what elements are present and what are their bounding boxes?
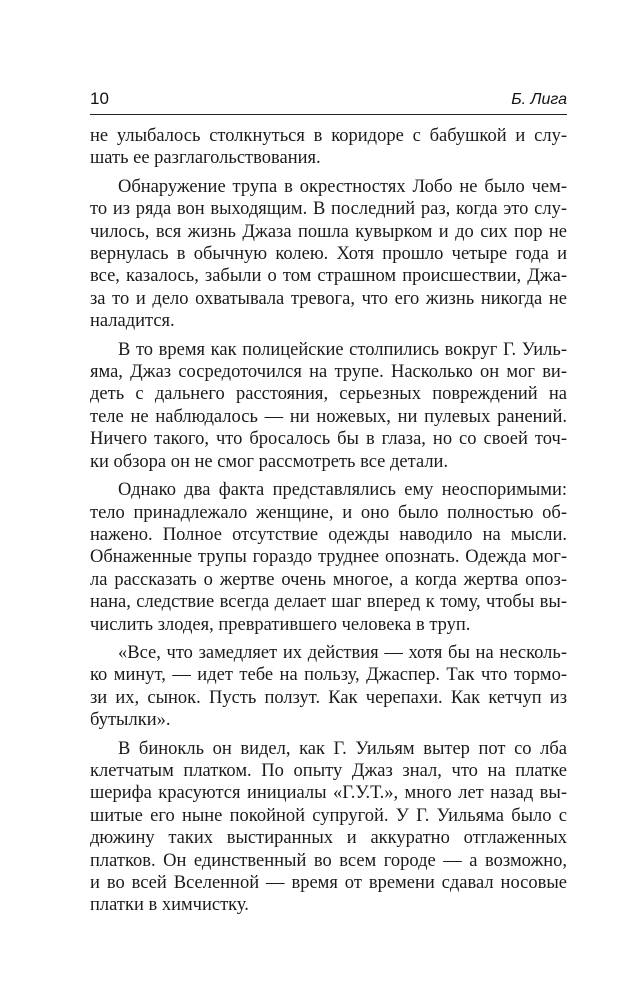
text-line: все, казалось, забыли о том страшном происшествии, Джа- [90,266,567,287]
paragraph [90,642,567,732]
text-line: тело принадлежало женщине, и оно было полностью об- [90,502,567,523]
text-line: ко минут, — идет тебе на пользу, Джаспер. Так что тормо- [90,665,567,686]
text-line: платков. Он единственный во всем городе — а возможно, [90,850,567,871]
text-line: дюжину таких выстиранных и аккуратно отглаженных [90,828,567,849]
text-line: теле не наблюдалось — ни ножевых, ни пулевых ранений. [90,406,567,427]
text-line: шитые его ныне покойной супругой. У Г. Уильяма было с [90,805,567,826]
paragraph [90,738,567,917]
text-line: бутылки». [90,710,171,731]
text-line: нана, следствие всегда делает шаг вперед к тому, чтобы вы- [90,592,567,613]
paragraph [90,176,567,333]
text-line: вернулась в обычную колею. Хотя прошло четыре года и [90,244,567,265]
text-line: В то время как полицейские столпились вокруг Г. Уиль- [118,339,567,360]
body-text [90,125,567,923]
paragraph [90,339,567,473]
text-line: то из ряда вон выходящим. В последний раз, когда это слу- [90,199,567,220]
text-line: клетчатым платком. По опыту Джаз знал, что на платке [90,760,567,781]
text-line: шать ее разглагольствования. [90,148,321,169]
paragraph [90,479,567,636]
text-line: ла рассказать о жертве очень многое, а когда жертва опоз- [90,569,567,590]
text-line: за то и дело охватывала тревога, что его жизнь никогда не [90,288,567,309]
text-line: чилось, вся жизнь Джаза пошла кувырком и до сих пор не [90,221,567,242]
text-line: яма, Джаз сосредоточился на трупе. Насколько он мог ви- [90,362,567,383]
page-number: 10 [90,89,109,108]
text-line: числить злодея, превратившего человека в труп. [90,614,471,635]
text-line: и во всей Вселенной — время от времени сдавал носовые [90,873,567,893]
text-line: не улыбалось столкнуться в коридоре с бабушкой и слу- [90,126,567,146]
text-line: «Все, что замедляет их действия — хотя бы на несколь- [118,642,567,663]
text-line: ки обзора он не смог рассмотреть все детали. [90,451,449,472]
text-line: деть с дальнего расстояния, серьезных повреждений на [90,384,567,405]
page-header [90,88,567,115]
paragraph [90,125,567,170]
text-line: шерифа красуются инициалы «Г.У.Т.», много лет назад вы- [90,783,567,804]
text-line: наладится. [90,311,175,332]
text-line: нажено. Полное отсутствие одежды наводило на мысли. [90,524,567,545]
text-line: зи их, сынок. Пусть ползут. Как черепахи. Как кетчуп из [90,687,567,708]
text-line: В бинокль он видел, как Г. Уильям вытер пот со лба [118,738,567,759]
running-head: Б. Лига [511,91,567,108]
text-line: Однако два факта представлялись ему неоспоримыми: [118,480,567,501]
text-line: Обнаружение трупа в окрестностях Лобо не было чем- [118,176,567,197]
text-line: Ничего такого, что бросалось бы в глаза, но со своей точ- [90,429,567,450]
text-line: платки в химчистку. [90,895,249,916]
text-line: Обнаженные трупы гораздо труднее опознать. Одежда мог- [90,547,567,568]
